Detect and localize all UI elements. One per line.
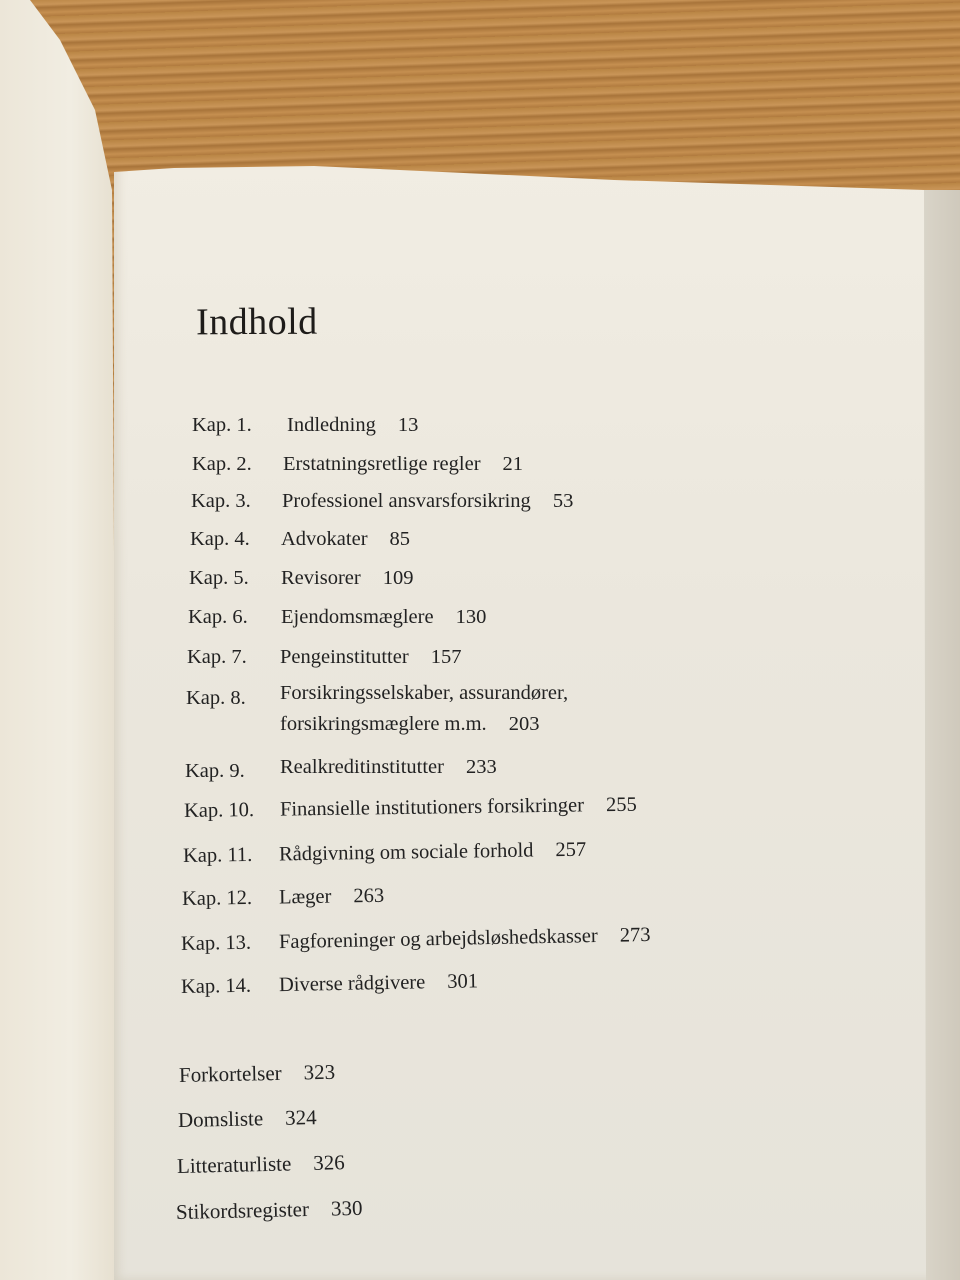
toc-entry <box>185 756 497 783</box>
toc-entry <box>182 838 587 868</box>
back-matter-entry <box>179 1060 336 1088</box>
section-title: Litteraturliste <box>176 1151 292 1178</box>
chapter-title: Indledning <box>287 414 376 436</box>
page-number: 263 <box>353 884 385 908</box>
chapter-label: Kap. 1. <box>192 414 252 436</box>
chapter-title: Revisorer <box>281 567 361 589</box>
chapter-label: Kap. 5. <box>189 567 249 589</box>
chapter-title: Professionel ansvarsforsikring <box>282 490 531 512</box>
toc-entry <box>186 682 569 735</box>
toc-entry <box>180 923 651 956</box>
page-number: 130 <box>455 606 487 628</box>
page-number: 330 <box>330 1195 363 1221</box>
chapter-label: Kap. 7. <box>187 646 247 668</box>
page-number: 13 <box>397 414 419 436</box>
chapter-title: Diverse rådgivere <box>278 971 426 997</box>
chapter-title: Pengeinstitutter <box>280 646 409 668</box>
chapter-title: Læger <box>278 885 332 909</box>
chapter-label: Kap. 6. <box>188 606 248 628</box>
toc-entry <box>188 606 487 629</box>
toc-entry <box>181 884 385 911</box>
page-number: 233 <box>465 756 497 778</box>
chapter-label: Kap. 4. <box>190 528 250 550</box>
toc-entry <box>180 970 479 999</box>
chapter-title: Fagforeninger og arbejdsløshedskasser <box>278 925 598 954</box>
toc-entry <box>191 490 574 513</box>
toc-entry <box>187 646 462 669</box>
toc-entry <box>192 453 524 476</box>
chapter-label: Kap. 10. <box>183 799 255 822</box>
page-number: 53 <box>552 490 574 512</box>
page-number: 157 <box>430 646 462 668</box>
page-number: 326 <box>312 1150 346 1175</box>
chapter-label: Kap. 14. <box>180 974 252 998</box>
page-number: 273 <box>619 923 651 947</box>
page-number: 255 <box>605 793 637 817</box>
chapter-label: Kap. 3. <box>191 490 251 512</box>
page-number: 301 <box>447 970 479 993</box>
chapter-label: Kap. 12. <box>181 886 253 910</box>
back-matter-entry <box>176 1196 363 1225</box>
chapter-title: Rådgivning om sociale forhold <box>278 839 534 866</box>
chapter-label: Kap. 13. <box>180 931 252 955</box>
chapter-title: Ejendomsmæglere <box>281 606 434 628</box>
page-number: 21 <box>502 453 524 475</box>
chapter-title-continued: forsikringsmæglere m.m. <box>280 713 487 735</box>
section-title: Forkortelser <box>178 1060 282 1087</box>
chapter-title: Forsikringsselskaber, assurandører, <box>280 682 569 704</box>
back-matter-entry <box>177 1150 345 1179</box>
page-number: 257 <box>555 838 587 862</box>
toc-entry <box>192 414 419 437</box>
chapter-label: Kap. 2. <box>192 453 252 475</box>
section-title: Stikordsregister <box>175 1196 310 1224</box>
page-number: 85 <box>389 528 411 550</box>
toc-entry <box>189 567 414 590</box>
page-number: 203 <box>508 713 540 735</box>
toc-entry <box>183 793 637 823</box>
page-number: 324 <box>284 1105 317 1130</box>
chapter-label: Kap. 9. <box>185 760 245 782</box>
section-title: Domsliste <box>177 1106 264 1132</box>
chapter-title: Realkreditinstitutter <box>280 756 444 778</box>
page-number: 109 <box>382 567 414 589</box>
page-title: Indhold <box>195 300 318 344</box>
back-matter-entry <box>178 1105 317 1133</box>
chapter-title: Erstatningsretlige regler <box>283 453 481 475</box>
chapter-label: Kap. 8. <box>186 687 246 709</box>
chapter-title: Finansielle institutioners forsikringer <box>279 794 585 821</box>
chapter-label: Kap. 11. <box>182 843 253 867</box>
chapter-title: Advokater <box>281 528 368 550</box>
toc-entry <box>190 528 411 551</box>
page-number: 323 <box>303 1059 336 1085</box>
